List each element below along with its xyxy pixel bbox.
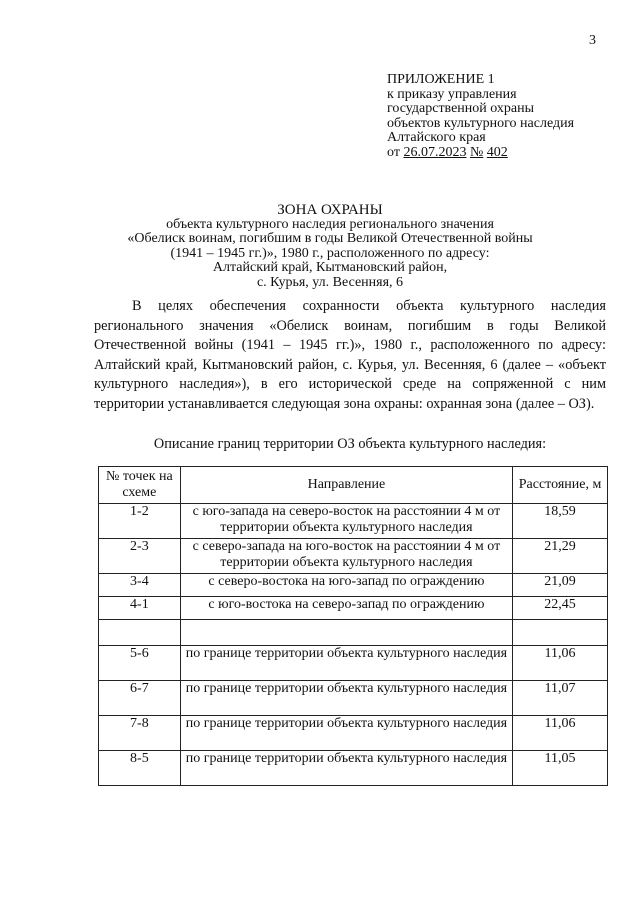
appendix-header (387, 73, 627, 160)
date-prefix: от (387, 144, 400, 160)
cell-direction: по границе территории объекта культурного наследия (180, 716, 512, 751)
cell-direction (180, 620, 512, 646)
cell-direction: по границе территории объекта культурного наследия (180, 681, 512, 716)
title-line: (1941 – 1945 гг.)», 1980 г., расположенного по адресу: (170, 245, 490, 261)
appendix-line: государственной охраны (387, 101, 535, 116)
table-row (99, 751, 608, 786)
title-line: с. Курья, ул. Весенняя, 6 (256, 274, 404, 290)
cell-points: 4-1 (99, 597, 181, 620)
cell-points: 5-6 (99, 646, 181, 681)
page-number: 3 (589, 33, 596, 48)
cell-distance: 18,59 (513, 504, 608, 539)
cell-distance: 11,07 (513, 681, 608, 716)
table-header-row (99, 467, 608, 504)
appendix-line: к приказу управления (387, 86, 517, 102)
table-row (99, 681, 608, 716)
cell-points: 1-2 (99, 504, 181, 539)
header-direction: Направление (180, 467, 512, 504)
cell-distance (513, 620, 608, 646)
appendix-title: ПРИЛОЖЕНИЕ 1 (387, 72, 495, 87)
table-row (99, 716, 608, 751)
number-prefix: № (469, 144, 484, 160)
cell-distance: 22,45 (513, 597, 608, 620)
header-points: № точек на схеме (99, 467, 181, 504)
header-distance: Расстояние, м (513, 467, 608, 504)
table-row (99, 504, 608, 539)
body-paragraph: В целях обеспечения сохранности объекта культурного наследия регионального значения «Обелиск воинам, погибшим в годы Великой Отечественной войны (1941 – 1945 гг.)», 1980 г., расположенного по адресу: Алтайский край, Кытмановский район, с. Курья, ул. Весенняя, 6 (далее – «объект культурного наследия»), в его исторической среде на сопряженной с ним территории устанавливается следующая зона охраны: охранная зона (далее – ОЗ). (94, 298, 606, 412)
cell-distance: 21,09 (513, 574, 608, 597)
cell-distance: 11,06 (513, 716, 608, 751)
cell-distance: 11,06 (513, 646, 608, 681)
appendix-date-line (387, 146, 627, 161)
cell-direction: с северо-востока на юго-запад по ограждению (180, 574, 512, 597)
cell-points (99, 620, 181, 646)
appendix-line: объектов культурного наследия (387, 115, 575, 131)
cell-direction: по границе территории объекта культурного наследия (180, 646, 512, 681)
cell-points: 8-5 (99, 751, 181, 786)
title-line: «Обелиск воинам, погибшим в годы Великой Отечественной войны (127, 231, 533, 246)
table-row (99, 574, 608, 597)
cell-distance: 21,29 (513, 539, 608, 574)
appendix-line: Алтайского края (387, 130, 486, 145)
document-title-block (100, 203, 560, 290)
table-caption: Описание границ территории ОЗ объекта культурного наследия: (153, 436, 547, 452)
cell-distance: 11,05 (513, 751, 608, 786)
order-date: 26.07.2023 (403, 144, 467, 160)
cell-points: 6-7 (99, 681, 181, 716)
title-line: Алтайский край, Кытмановский район, (212, 260, 448, 275)
order-number: 402 (486, 144, 508, 160)
table-row-blank (99, 620, 608, 646)
title-line: объекта культурного наследия регионального значения (166, 216, 494, 232)
cell-direction: с юго-запада на северо-восток на расстоянии 4 м от территории объекта культурного наследия (180, 504, 512, 539)
table-row (99, 539, 608, 574)
cell-direction: с юго-востока на северо-запад по ограждению (180, 597, 512, 620)
document-title: ЗОНА ОХРАНЫ (277, 202, 383, 218)
cell-points: 3-4 (99, 574, 181, 597)
cell-direction: с северо-запада на юго-восток на расстоянии 4 м от территории объекта культурного наследия (180, 539, 512, 574)
table-row (99, 646, 608, 681)
table-row (99, 597, 608, 620)
cell-points: 7-8 (99, 716, 181, 751)
cell-direction: по границе территории объекта культурного наследия (180, 751, 512, 786)
cell-points: 2-3 (99, 539, 181, 574)
boundaries-table (98, 466, 608, 786)
